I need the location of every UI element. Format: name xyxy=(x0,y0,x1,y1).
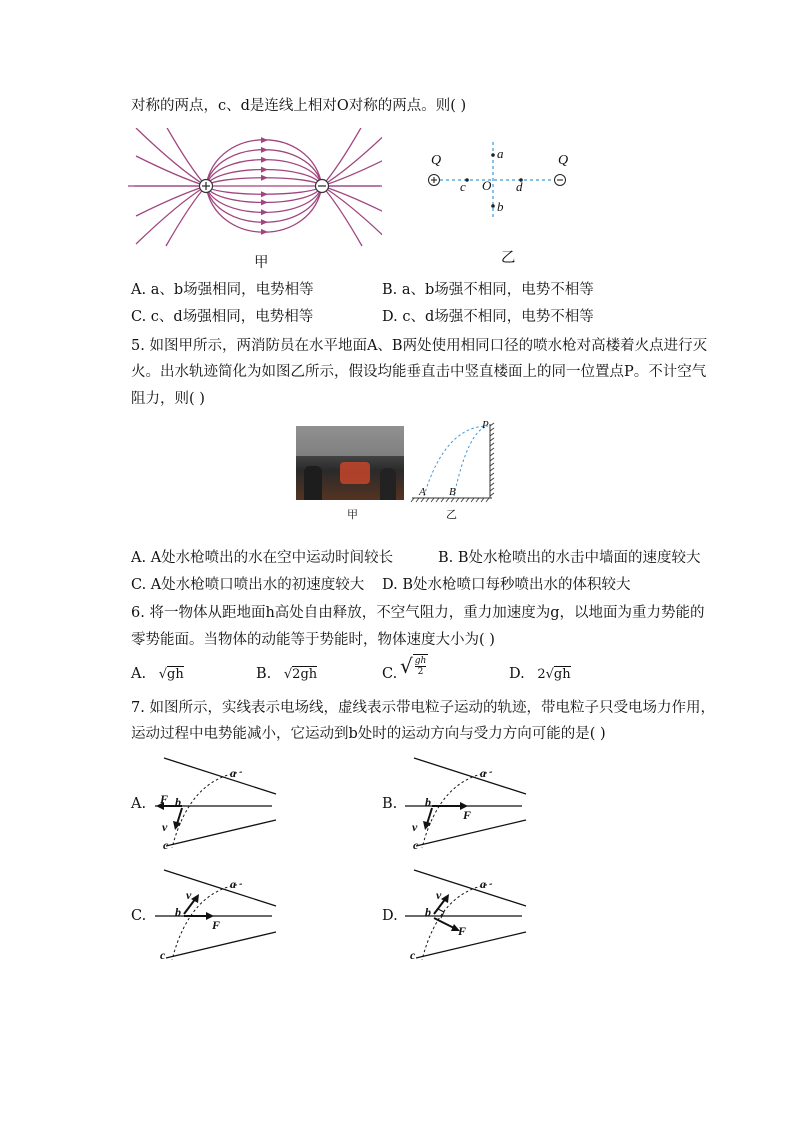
q4-option-C[interactable]: C. c、d场强相同，电势相等 xyxy=(131,309,314,325)
q7-A-label-c: c xyxy=(163,838,169,852)
q7-B-label-c: c xyxy=(413,838,419,852)
dipole-field-figure xyxy=(126,128,382,248)
q7-option-C-letter[interactable]: C. xyxy=(131,908,147,924)
q5-label-B: B xyxy=(449,486,456,498)
q6-option-C-radical: √ $\frac{gh}{2}$ xyxy=(400,654,427,678)
q4-intro: 对称的两点，c、d是连线上相对O对称的两点。则( ) xyxy=(131,98,467,114)
fig-yi-label-b: b xyxy=(497,199,504,214)
q7-D-label-b: b xyxy=(425,905,431,919)
q5-option-D[interactable]: D. B处水枪喷口每秒喷出水的体积较大 xyxy=(382,577,631,593)
q5-line2: 火。出水轨迹简化为如图乙所示，假设均能垂直击中竖直楼面上的同一位置点P。不计空气 xyxy=(131,364,707,380)
q4-option-D[interactable]: D. c、d场强不相同，电势不相等 xyxy=(382,309,594,325)
q7-B-label-b: b xyxy=(425,795,431,809)
q5-option-A[interactable]: A. A处水枪喷出的水在空中运动时间较长 xyxy=(131,550,394,566)
q4-option-A[interactable]: A. a、b场强相同，电势相等 xyxy=(131,282,314,298)
fig-yi-label-Q-right: Q xyxy=(558,153,569,168)
q7-option-A-diagram[interactable] xyxy=(150,754,280,852)
q7-A-label-v: v xyxy=(162,820,168,834)
q7-C-label-a: a xyxy=(230,877,236,891)
q5-label-P: P xyxy=(482,419,489,431)
q4-option-B[interactable]: B. a、b场强不相同，电势不相等 xyxy=(382,282,594,298)
q6-line1: 6. 将一物体从距地面h高处自由释放，不空气阻力，重力加速度为g，以地面为重力势能的 xyxy=(131,605,705,621)
q5-label-A: A xyxy=(419,486,426,498)
q5-caption-jia: 甲 xyxy=(347,508,358,521)
q7-D-label-c: c xyxy=(410,948,416,962)
q7-line1: 7. 如图所示，实线表示电场线，虚线表示带电粒子运动的轨迹，带电粒子只受电场力作用， xyxy=(131,700,715,716)
fig-yi-label-d: d xyxy=(516,179,523,194)
q6-option-D[interactable]: D. 2√gh xyxy=(509,666,571,682)
q7-line2: 运动过程中电势能减小，它运动到b处时的运动方向与受力方向可能的是( ) xyxy=(131,726,606,742)
q5-option-C[interactable]: C. A处水枪喷口喷出水的初速度较大 xyxy=(131,577,365,593)
q7-option-B-letter[interactable]: B. xyxy=(382,796,398,812)
fig-yi-label-c: c xyxy=(460,179,466,194)
q7-option-B-diagram[interactable] xyxy=(400,754,530,852)
q5-option-B[interactable]: B. B处水枪喷出的水击中墙面的速度较大 xyxy=(438,550,701,566)
q7-A-label-a: a xyxy=(230,766,236,780)
q7-C-label-b: b xyxy=(175,905,181,919)
q7-A-label-b: b xyxy=(175,795,181,809)
q7-D-label-v: v xyxy=(436,888,442,902)
q6-option-C[interactable]: C. xyxy=(382,666,398,682)
q7-B-label-F: F xyxy=(463,808,472,822)
q7-C-label-v: v xyxy=(186,888,192,902)
q7-option-A-letter[interactable]: A. xyxy=(131,796,147,812)
q6-option-B[interactable]: B. √2gh xyxy=(256,666,318,682)
q5-caption-yi: 乙 xyxy=(446,508,457,521)
q7-A-label-F: F xyxy=(160,792,169,806)
q6-option-A[interactable]: A. √gh xyxy=(131,666,184,682)
q7-B-label-v: v xyxy=(412,820,418,834)
fig-jia-caption: 甲 xyxy=(254,255,269,271)
fig-yi-label-a: a xyxy=(497,146,504,161)
q7-option-D-letter[interactable]: D. xyxy=(382,908,398,924)
fig-yi-label-O: O xyxy=(482,178,492,193)
fig-yi-caption: 乙 xyxy=(501,250,516,266)
q7-C-label-c: c xyxy=(160,948,166,962)
q7-option-C-diagram[interactable] xyxy=(150,866,280,964)
q5-line1: 5. 如图甲所示，两消防员在水平地面A、B两处使用相同口径的喷水枪对高楼着火点进行灭 xyxy=(131,338,708,354)
q5-line3: 阻力，则( ) xyxy=(131,391,205,407)
fig-yi-label-Q-left: Q xyxy=(431,153,442,168)
q7-C-label-F: F xyxy=(212,918,221,932)
q7-B-label-a: a xyxy=(480,766,486,780)
q7-option-D-diagram[interactable] xyxy=(400,866,530,964)
q7-D-label-F: F xyxy=(458,924,467,938)
firefighters-photo xyxy=(296,426,404,500)
q7-D-label-a: a xyxy=(480,877,486,891)
q6-line2: 零势能面。当物体的动能等于势能时，物体速度大小为( ) xyxy=(131,632,495,648)
